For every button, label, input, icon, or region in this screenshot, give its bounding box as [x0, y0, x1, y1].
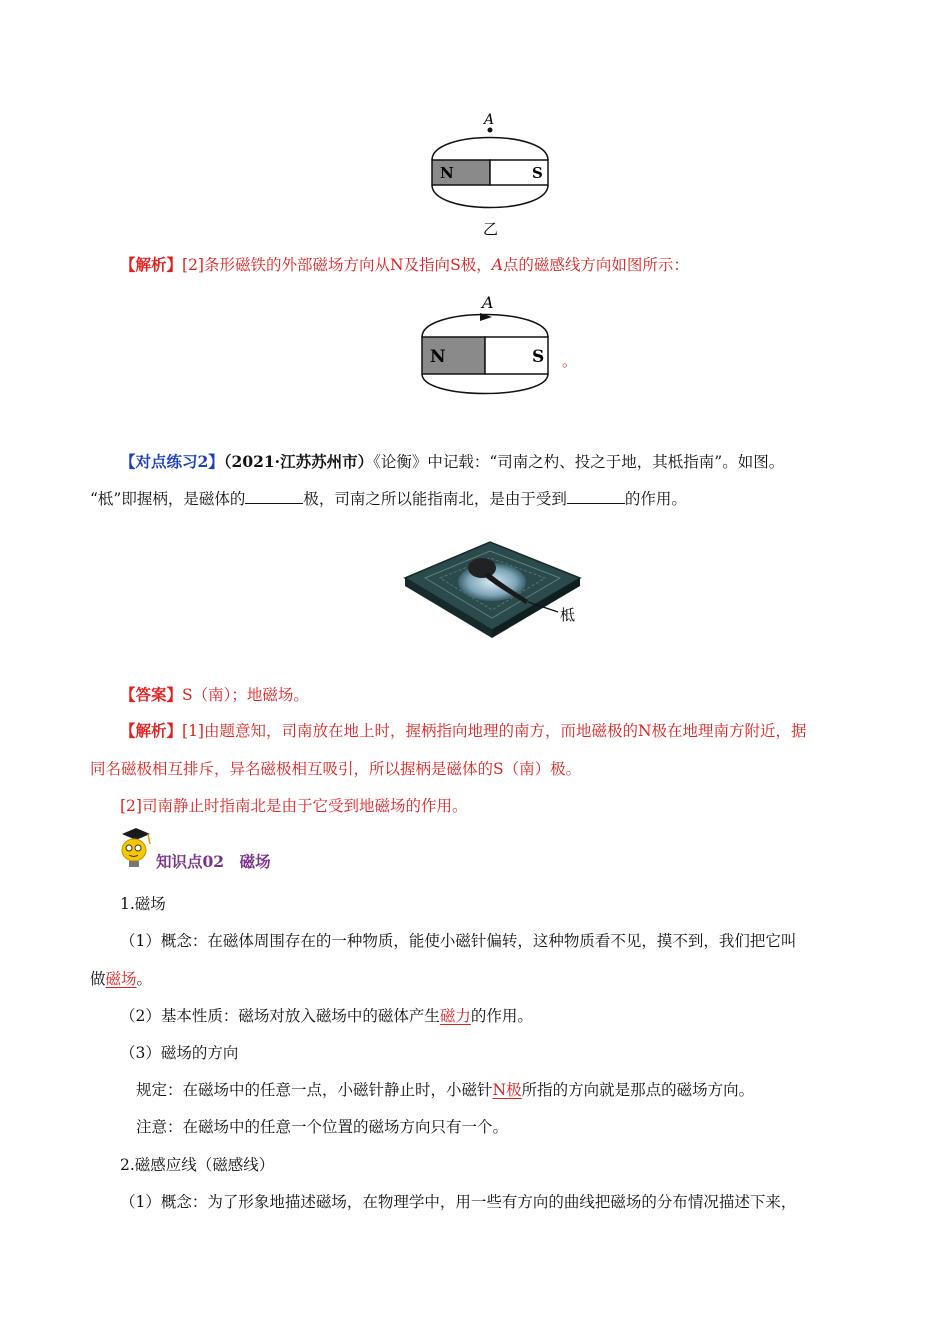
north-pole-label: N	[430, 347, 446, 367]
exercise-source: （2021·江苏苏州市）	[223, 452, 374, 471]
magnet-figure-1	[410, 110, 570, 240]
key-term-magnetic-force: 磁力	[439, 1007, 471, 1025]
analysis-1: 【解析】[2]条形磁铁的外部磁场方向从N及指向S极，A点的磁感线方向如图所示：	[120, 255, 689, 274]
answer-blank-1[interactable]	[245, 489, 303, 504]
trailing-period: 。	[562, 352, 578, 370]
paragraph-1a: （1）概念：在磁体周围存在的一种物质，能使小磁针偏转，这种物质看不见，摸不到，我们把它叫	[120, 932, 797, 950]
sinan-compass-image	[400, 520, 600, 650]
point-a-label: A	[482, 293, 494, 312]
south-pole-label: S	[532, 164, 543, 182]
answer-tag: 【答案】	[120, 685, 183, 704]
answer-line	[120, 684, 309, 706]
analysis-tag: 【解析】	[120, 255, 183, 274]
note-line: 注意：在磁场中的任意一个位置的磁场方向只有一个。	[136, 1118, 509, 1136]
key-term-n-pole: N极	[492, 1081, 522, 1099]
handle-label: 柢	[560, 606, 576, 624]
paragraph-1b: 做磁场。	[90, 970, 153, 988]
north-pole-label: N	[440, 164, 454, 182]
paragraph-2: （2）基本性质：磁场对放入磁场中的磁体产生磁力的作用。	[120, 1007, 533, 1025]
rule-line: 规定：在磁场中的任意一点，小磁针静止时，小磁针N极所指的方向就是那点的磁场方向。	[136, 1081, 755, 1099]
exercise-tag: 【对点练习2】	[120, 452, 224, 471]
analysis-2-line-1: 【解析】[1]由题意知，司南放在地上时，握柄指向地理的南方，而地磁极的N极在地理南方附近，据	[120, 721, 807, 740]
mascot-scholar-icon	[116, 826, 154, 870]
exercise-2-line-1: 【对点练习2】（2021·江苏苏州市）《论衡》中记载：“司南之杓、投之于地，其柢指南”。如图。	[120, 452, 785, 471]
south-pole-label: S	[532, 347, 545, 367]
answer-text: S（南）；地磁场。	[182, 686, 309, 704]
analysis-2-line-2: 同名磁极相互排斥，异名磁极相互吸引，所以握柄是磁体的S（南）极。	[90, 760, 582, 778]
heading-2: 2.磁感应线（磁感线）	[120, 1156, 275, 1174]
point-a-label: A	[484, 112, 495, 128]
exercise-2-line-2: “柢”即握柄，是磁体的 极，司南之所以能指南北，是由于受到 的作用。	[90, 490, 687, 508]
key-term-magnetic-field: 磁场	[105, 970, 137, 988]
magnet-figure-2	[400, 292, 590, 402]
analysis-2-line-3: [2]司南静止时指南北是由于它受到地磁场的作用。	[120, 797, 468, 815]
analysis-tag: 【解析】	[120, 721, 183, 740]
heading-1: 1.磁场	[120, 895, 166, 913]
figure-caption: 乙	[483, 220, 499, 238]
paragraph-4: （1）概念：为了形象地描述磁场，在物理学中，用一些有方向的曲线把磁场的分布情况描述下来，	[120, 1193, 797, 1211]
section-title: 知识点02 磁场	[156, 852, 271, 871]
answer-blank-2[interactable]	[567, 489, 625, 504]
paragraph-3: （3）磁场的方向	[120, 1044, 239, 1062]
